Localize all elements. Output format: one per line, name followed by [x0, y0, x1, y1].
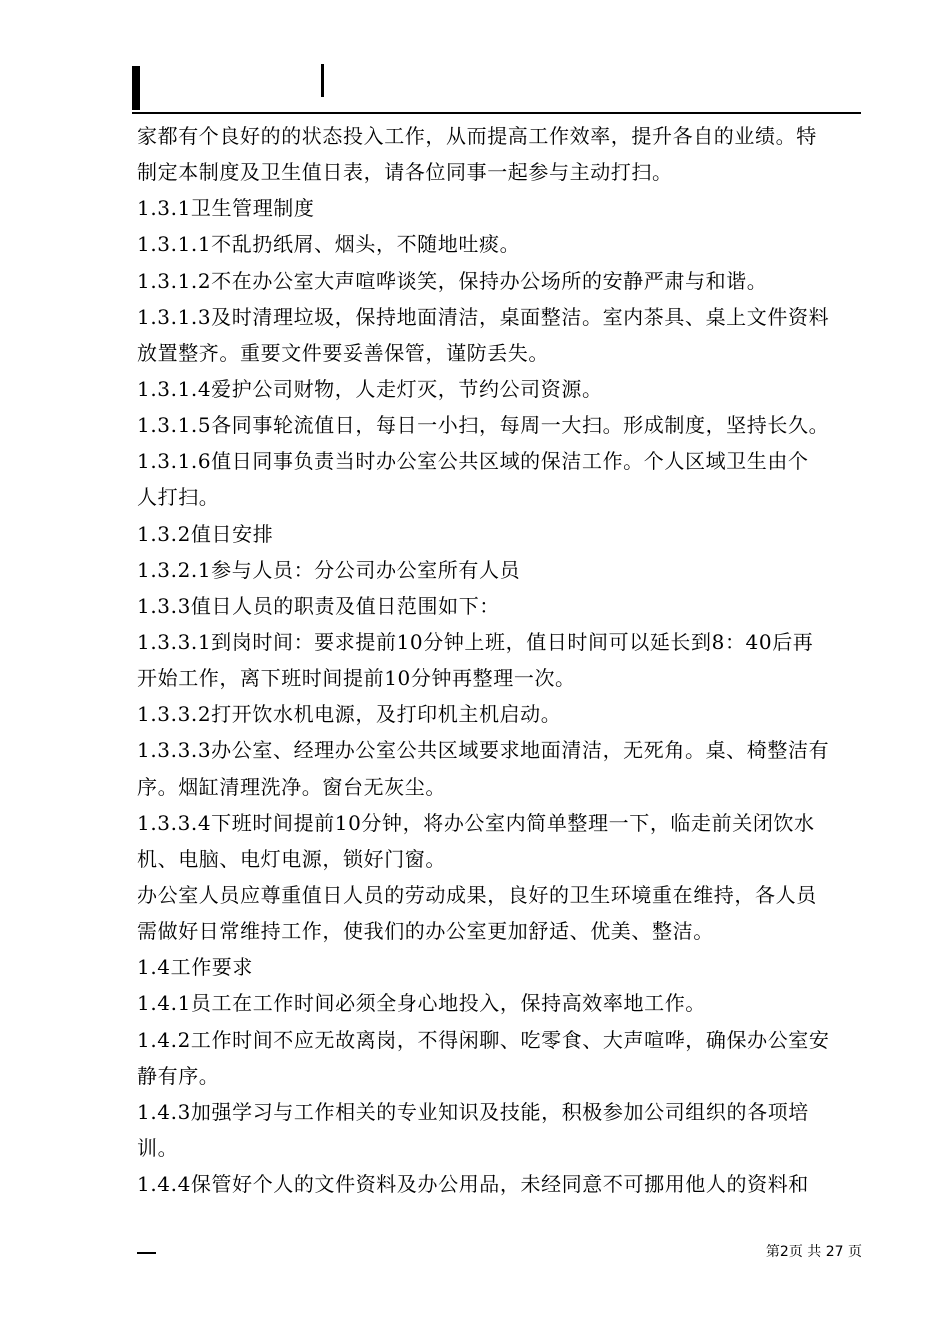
text-line: 开始工作，离下班时间提前10分钟再整理一次。 [137, 666, 576, 691]
header-mark-thick [132, 66, 140, 110]
text-line: 1.3.2.1参与人员：分公司办公室所有人员 [137, 557, 521, 582]
text-line: 1.3.1.5各同事轮流值日，每日一小扫，每周一大扫。形成制度，坚持长久。 [137, 413, 830, 438]
footer-dash [137, 1252, 156, 1254]
text-line: 1.3.2值日安排 [137, 521, 274, 546]
text-line: 家都有个良好的的状态投入工作，从而提高工作效率，提升各自的业绩。特 [137, 124, 817, 148]
text-line: 需做好日常维持工作，使我们的办公室更加舒适、优美、整洁。 [137, 919, 714, 944]
header-mark-thin [321, 64, 324, 97]
text-line: 办公室人员应尊重值日人员的劳动成果，良好的卫生环境重在维持，各人员 [137, 882, 817, 907]
text-line: 1.3.1卫生管理制度 [137, 196, 315, 221]
text-line: 人打扫。 [137, 485, 220, 510]
text-line: 1.4工作要求 [137, 955, 254, 980]
text-line: 放置整齐。重要文件要妥善保管，谨防丢失。 [137, 340, 549, 365]
text-line: 1.4.2工作时间不应无故离岗，不得闲聊、吃零食、大声喧哗，确保办公室安 [137, 1027, 830, 1052]
text-line: 1.3.3.3办公室、经理办公室公共区域要求地面清洁，无死角。桌、椅整洁有 [137, 738, 830, 763]
text-line: 1.3.1.6值日同事负责当时办公室公共区域的保洁工作。个人区域卫生由个 [137, 449, 809, 474]
text-line: 训。 [137, 1135, 179, 1160]
text-line: 1.3.1.1不乱扔纸屑、烟头，不随地吐痰。 [137, 232, 521, 257]
text-line: 1.3.3.1到岗时间：要求提前10分钟上班，值日时间可以延长到8：40后再 [137, 629, 814, 654]
page-number: 第2页 共 27 页 [765, 1244, 862, 1260]
text-line: 序。烟缸清理洗净。窗台无灰尘。 [137, 774, 446, 799]
header-rule [132, 112, 861, 114]
document-body [137, 118, 865, 1202]
text-line: 1.3.1.3及时清理垃圾，保持地面清洁，桌面整洁。室内茶具、桌上文件资料 [137, 304, 830, 329]
text-line: 机、电脑、电灯电源，锁好门窗。 [137, 846, 446, 871]
text-line: 1.4.4保管好个人的文件资料及办公用品，未经同意不可挪用他人的资料和 [137, 1172, 809, 1197]
text-line: 制定本制度及卫生值日表，请各位同事一起参与主动打扫。 [137, 160, 673, 185]
text-line: 1.3.1.2不在办公室大声喧哗谈笑，保持办公场所的安静严肃与和谐。 [137, 268, 768, 293]
text-line: 1.3.3.4下班时间提前10分钟，将办公室内简单整理一下，临走前关闭饮水 [137, 810, 815, 835]
text-line: 1.3.1.4爱护公司财物，人走灯灭，节约公司资源。 [137, 376, 603, 401]
text-line: 1.3.3值日人员的职责及值日范围如下： [137, 593, 500, 618]
text-line: 1.3.3.2打开饮水机电源，及打印机主机启动。 [137, 702, 562, 727]
text-line: 静有序。 [137, 1063, 220, 1088]
text-line: 1.4.3加强学习与工作相关的专业知识及技能，积极参加公司组织的各项培 [137, 1099, 809, 1124]
text-line: 1.4.1员工在工作时间必须全身心地投入，保持高效率地工作。 [137, 991, 706, 1016]
